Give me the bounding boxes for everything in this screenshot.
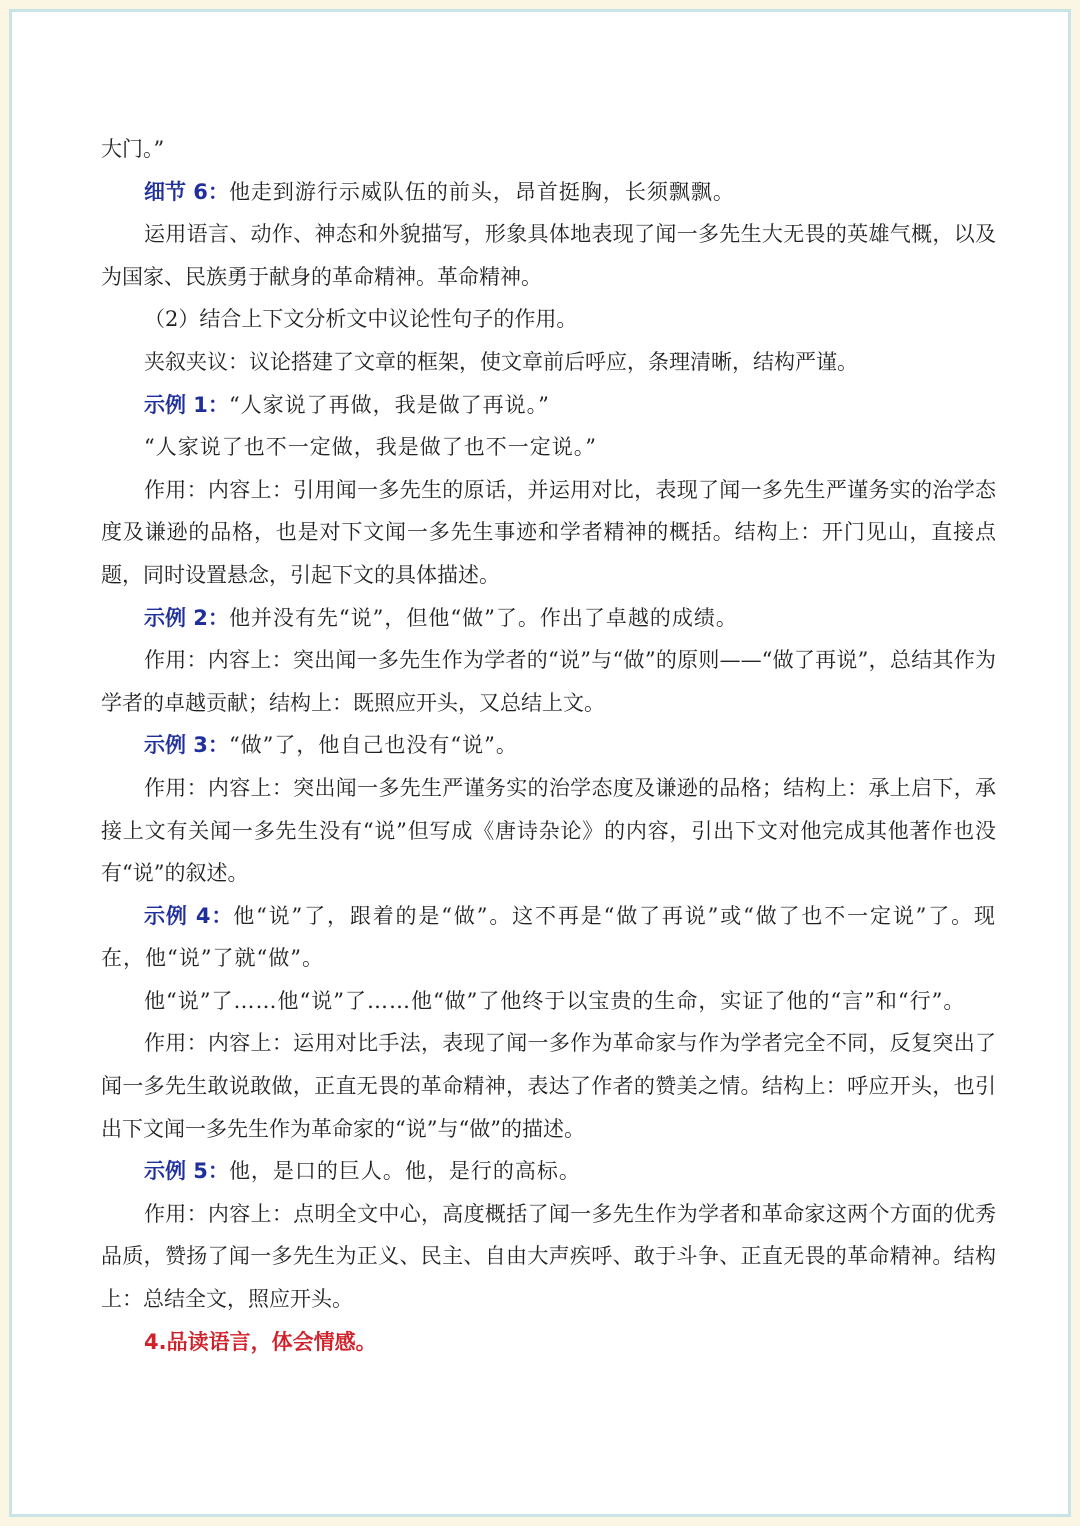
paragraph-continuation: 大门。” xyxy=(101,137,165,161)
example-2-effect: 作用：内容上：突出闻一多先生作为学者的“说”与“做”的原则——“做了再说”，总结其作为学者的卓越贡献；结构上：既照应开头，又总结上文。 xyxy=(101,648,996,715)
example-1-effect: 作用：内容上：引用闻一多先生的原话，并运用对比，表现了闻一多先生严谨务实的治学态度及谦逊的品格，也是对下文闻一多先生事迹和学者精神的概括。结构上：开门见山，直接点题，同时设置悬念，引起下文的具体描述。 xyxy=(101,477,996,587)
example-3-label: 示例 3： xyxy=(144,733,229,758)
document-page xyxy=(9,9,1071,1517)
detail-6-text: 他走到游行示威队伍的前头，昂首挺胸，长须飘飘。 xyxy=(228,179,735,204)
question-2-paragraph: （2）结合上下文分析文中议论性句子的作用。 xyxy=(144,307,578,332)
example-4-effect: 作用：内容上：运用对比手法，表现了闻一多作为革命家与作为学者完全不同，反复突出了闻一多先生敢说敢做，正直无畏的革命精神，表达了作者的赞美之情。结构上：呼应开头，也引出下文闻一多先生作为革命家的“说”与“做”的描述。 xyxy=(101,1031,996,1141)
example-1-paragraph xyxy=(101,384,996,427)
jiaxu-jiayi-paragraph: 夹叙夹议：议论搭建了文章的框架，使文章前后呼应，条理清晰，结构严谨。 xyxy=(144,349,858,374)
example-5-text: 他，是口的巨人。他，是行的高标。 xyxy=(228,1159,581,1184)
example-4-paragraph xyxy=(101,895,996,980)
detail-6-label: 细节 6： xyxy=(144,179,229,204)
example-4-text: 他“说”了，跟着的是“做”。这不再是“做了再说”或“做了也不一定说”了。现在，他“说”了就“做”。 xyxy=(101,903,996,971)
document-content xyxy=(101,128,996,1363)
example-2-text: 他并没有先“说”，但他“做”了。作出了卓越的成绩。 xyxy=(228,605,738,630)
example-4-quote-2: 他“说”了……他“说”了……他“做”了他终于以宝贵的生命，实证了他的“言”和“行”。 xyxy=(144,988,966,1013)
example-3-text: “做”了，他自己也没有“说”。 xyxy=(228,733,518,758)
example-1-quote-2: “人家说了也不一定做，我是做了也不一定说。” xyxy=(144,435,597,460)
example-3-effect: 作用：内容上：突出闻一多先生严谨务实的治学态度及谦逊的品格；结构上：承上启下，承接上文有关闻一多先生没有“说”但写成《唐诗杂论》的内容，引出下文对他完成其他著作也没有“说”的叙述。 xyxy=(101,775,996,886)
example-2-label: 示例 2： xyxy=(144,605,229,630)
example-1-label: 示例 1： xyxy=(144,392,229,417)
description-analysis-paragraph: 运用语言、动作、神态和外貌描写，形象具体地表现了闻一多先生大无畏的英雄气概，以及为国家、民族勇于献身的革命精神。革命精神。 xyxy=(101,222,996,289)
example-4-text-2 xyxy=(101,980,996,1023)
example-5-label: 示例 5： xyxy=(144,1159,229,1184)
example-1-text: “人家说了再做，我是做了再说。” xyxy=(228,392,550,417)
section-4-heading: 4.品读语言，体会情感。 xyxy=(144,1329,377,1354)
example-1-text-2 xyxy=(101,426,996,469)
example-4-label: 示例 4： xyxy=(144,903,234,928)
example-3-paragraph xyxy=(101,724,996,767)
example-5-effect: 作用：内容上：点明全文中心，高度概括了闻一多先生作为学者和革命家这两个方面的优秀品质，赞扬了闻一多先生为正义、民主、自由大声疾呼、敢于斗争、正直无畏的革命精神。结构上：总结全文，照应开头。 xyxy=(101,1201,996,1312)
example-2-paragraph xyxy=(101,597,996,640)
detail-6-paragraph xyxy=(101,171,996,214)
example-5-paragraph xyxy=(101,1150,996,1193)
